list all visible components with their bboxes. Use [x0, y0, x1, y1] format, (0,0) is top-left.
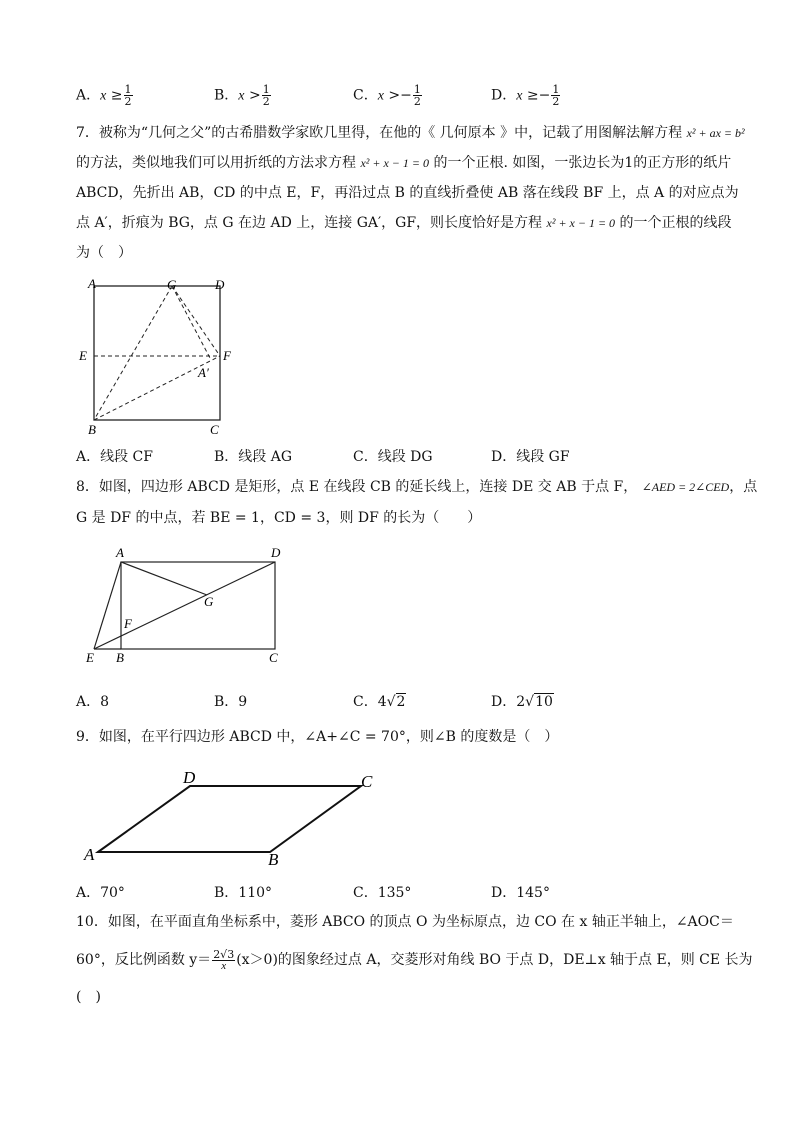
- q9-option-a[interactable]: A．70°: [76, 885, 125, 901]
- q8-rectangle-abcd: [121, 562, 275, 649]
- q10-line-1: 10．如图，在平面直角坐标系中，菱形 ABCO 的顶点 O 为坐标原点，边 CO 在 x 轴正半轴上，∠AOC＝: [76, 914, 734, 930]
- q7-line-3: ABCD，先折出 AB，CD 的中点 E，F，再沿过点 B 的直线折叠使 AB 落在线段 BF 上，点 A 的对应点为: [76, 185, 739, 201]
- q8-option-d[interactable]: D．2√10: [491, 694, 553, 710]
- q6-option-c[interactable]: C．x >− $\frac{1}{2}$: [353, 83, 421, 108]
- q8-option-a[interactable]: A．8: [76, 694, 110, 710]
- q8-option-c[interactable]: C．4√2: [353, 694, 406, 710]
- q7-segment-ga: [172, 286, 210, 358]
- q8-rectangle-figure: [80, 540, 290, 670]
- q9-option-b[interactable]: B．110°: [214, 885, 273, 901]
- q7-option-b[interactable]: B．线段 AG: [214, 449, 293, 465]
- q7-option-c[interactable]: C．线段 DG: [353, 449, 433, 465]
- q8-option-b[interactable]: B．9: [214, 694, 248, 710]
- q7-label-a-prime: A′: [198, 365, 209, 380]
- q8-segment-ag: [121, 562, 207, 595]
- q8-label-a: A: [116, 545, 124, 560]
- q7-label-d: D: [215, 277, 225, 292]
- q7-square-abcd: [94, 286, 220, 420]
- q7-label-e: E: [79, 348, 87, 363]
- q8-line-2: G 是 DF 的中点，若 BE = 1，CD = 3，则 DF 的长为（ ）: [76, 510, 482, 526]
- q7-label-c: C: [210, 422, 219, 437]
- q8-segment-ea: [94, 562, 121, 649]
- q6-option-b[interactable]: B．x > $\frac{1}{2}$: [214, 83, 270, 108]
- q9-option-c[interactable]: C．135°: [353, 885, 412, 901]
- q7-option-a[interactable]: A．线段 CF: [76, 449, 153, 465]
- q7-label-f: F: [223, 348, 231, 363]
- q8-label-d: D: [271, 545, 281, 560]
- q7-option-d[interactable]: D．线段 GF: [491, 449, 570, 465]
- q9-label-d: D: [183, 768, 196, 787]
- q9-parallelogram-figure: [80, 765, 390, 870]
- q7-segment-gf: [172, 286, 220, 356]
- q8-label-g: G: [204, 594, 214, 609]
- q7-label-g: G: [167, 277, 177, 292]
- q9-parallelogram-abcd: [98, 786, 361, 852]
- q10-line-2: 60°，反比例函数 y＝ $\frac{2√3}{x}$ (x＞0)的图象经过点 A，交菱形对角线 BO 于点 D，DE⊥x 轴于点 E，则 CE 长为: [76, 947, 753, 972]
- q7-line-2: 的方法，类似地我们可以用折纸的方法求方程 x² + x − 1 = 0 的一个正根. 如图，一张边长为1的正方形的纸片: [76, 155, 732, 171]
- q8-label-e: E: [86, 650, 94, 665]
- q8-line-1: 8．如图，四边形 ABCD 是矩形，点 E 在线段 CB 的延长线上，连接 DE 交 AB 于点 F， ∠AED = 2∠CED，点: [76, 479, 758, 495]
- q6-option-a[interactable]: A．x ≥ $\frac{1}{2}$: [76, 83, 132, 108]
- q7-square-figure: [70, 272, 240, 442]
- q9-text: 9．如图，在平行四边形 ABCD 中，∠A+∠C = 70°，则∠B 的度数是（ ）: [76, 729, 559, 745]
- q8-label-b: B: [116, 650, 124, 665]
- q7-line-1: 7．被称为“几何之父”的古希腊数学家欧几里得，在他的《 几何原本 》中，记载了用图解法解方程 x² + ax = b²: [76, 125, 745, 141]
- q7-label-a: A: [88, 276, 96, 291]
- q8-label-c: C: [269, 650, 278, 665]
- q7-line-5: 为（ ）: [76, 245, 132, 261]
- q9-label-a: A: [84, 845, 95, 864]
- q6-option-d[interactable]: D．x ≥− $\frac{1}{2}$: [491, 83, 560, 108]
- q9-option-d[interactable]: D．145°: [491, 885, 550, 901]
- q10-line-3: ( ): [76, 989, 101, 1005]
- q7-line-4: 点 A′，折痕为 BG，点 G 在边 AD 上，连接 GA′，GF，则长度恰好是方程 x² + x − 1 = 0 的一个正根的线段: [76, 215, 732, 231]
- q7-label-b: B: [88, 422, 96, 437]
- q8-label-f: F: [124, 616, 132, 631]
- q9-label-b: B: [268, 850, 279, 869]
- q9-label-c: C: [361, 772, 373, 791]
